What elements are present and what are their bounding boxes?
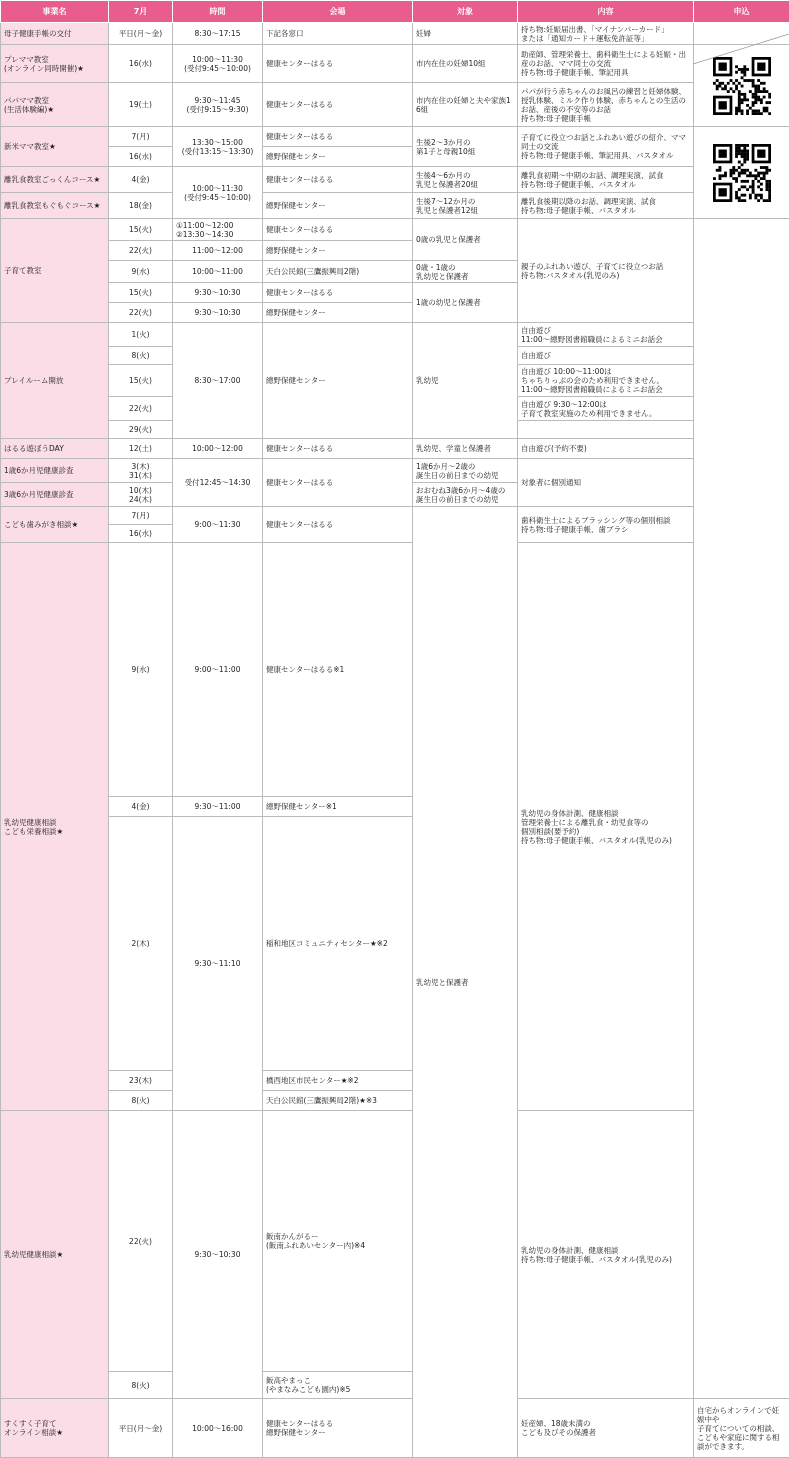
event-date: 7(月) [109,127,173,147]
event-time: 10:00～11:30 (受付9:45～10:00) [173,167,263,219]
event-name: はるる遊ぼうDAY [1,439,109,459]
event-venue: 健康センターはるる [263,45,413,83]
event-date: 平日(月～金) [109,1399,173,1458]
qr-code[interactable] [713,57,771,115]
header-month: 7月 [109,1,173,23]
event-venue: 飯高やまっこ (やまなみこども園内)※5 [263,1372,413,1399]
event-content: 歯科衛生士によるブラッシング等の個別相談 持ち物:母子健康手帳、歯ブラシ [518,507,694,543]
event-time: ①11:00～12:00 ②13:30～14:30 [173,219,263,241]
event-name: パパママ教室 (生活体験編)★ [1,83,109,127]
event-venue: 健康センターはるる [263,219,413,241]
event-target: 妊産婦、18歳未満の こども及びその保護者 [518,1399,694,1458]
event-date: 16(水) [109,45,173,83]
event-content: 持ち物:妊娠届出書、「マイナンバーカード」 または「通知カード＋運転免許証等」 [518,23,694,45]
event-name: 離乳食教室もぐもぐコース★ [1,193,109,219]
event-date: 15(火) [109,365,173,397]
event-time: 10:00～11:30 (受付9:45～10:00) [173,45,263,83]
event-name: すくすく子育て オンライン相談★ [1,1399,109,1458]
event-content: 対象者に個別通知 [518,459,694,507]
event-name: 新米ママ教室★ [1,127,109,167]
event-name: 3歳6か月児健康診査 [1,483,109,507]
diagonal-line [693,34,789,64]
event-name: プレママ教室 (オンライン同時開催)★ [1,45,109,83]
event-date: 22(火) [109,241,173,261]
event-time: 9:30～10:30 [173,303,263,323]
event-target: 1歳の幼児と保護者 [413,283,518,323]
event-name: 子育て教室 [1,219,109,323]
event-date: 22(火) [109,303,173,323]
event-venue: 總野保健センター [263,241,413,261]
event-date: 平日(月～金) [109,23,173,45]
event-content: 助産師、管理栄養士、歯科衛生士による妊娠・出産のお話、ママ同士の交流 持ち物:母子健康手帳、筆記用具 [518,45,694,83]
event-time: 9:30～11:45 (受付9:15～9:30) [173,83,263,127]
event-date: 9(水) [109,261,173,283]
event-content: 乳幼児の身体計測、健康相談 管理栄養士による離乳食・幼児食等の 個別相談(要予約) 持ち物:母子健康手帳、バスタオル(乳児のみ) [518,543,694,1111]
event-date: 16(水) [109,525,173,543]
event-date: 18(金) [109,193,173,219]
event-time: 9:30～11:10 [173,817,263,1111]
event-date: 4(金) [109,797,173,817]
event-content: 自由遊び 9:30～12:00は 子育て教室実施のため利用できません。 [518,397,694,421]
event-date: 15(火) [109,283,173,303]
header-event: 事業名 [1,1,109,23]
event-venue: 健康センターはるる [263,459,413,507]
event-content: 自由遊び [518,347,694,365]
event-content: 自由遊び 11:00～總野図書館職員によるミニお話会 [518,323,694,347]
header-time: 時間 [173,1,263,23]
event-time: 9:00～11:00 [173,543,263,797]
event-venue: 健康センターはるる [263,167,413,193]
event-venue: 健康センターはるる [263,83,413,127]
event-target: 市内在住の妊婦10組 [413,45,518,83]
event-content: 離乳食初期～中期のお話、調理実演、試食 持ち物:母子健康手帳、バスタオル [518,167,694,193]
event-time: 9:30～10:30 [173,1111,263,1399]
qr-code[interactable] [713,144,771,202]
event-time: 10:00～12:00 [173,439,263,459]
event-date: 15(火) [109,219,173,241]
event-time: 9:30～10:30 [173,283,263,303]
event-venue: 飯南かんがるー (飯南ふれあいセンター内)※4 [263,1111,413,1372]
event-date: 22(火) [109,1111,173,1372]
event-name: こども歯みがき相談★ [1,507,109,543]
event-target: 乳幼児と保護者 [413,507,518,1458]
header-content: 内容 [518,1,694,23]
event-date: 8(火) [109,1372,173,1399]
event-date: 1(火) [109,323,173,347]
event-time: 10:00～11:00 [173,261,263,283]
event-content: 自由遊び 10:00～11:00は ちゃちりっぷの会のため利用できません。 11:00～總野図書館職員によるミニお話会 [518,365,694,397]
event-target: 乳幼児、学童と保護者 [413,439,518,459]
event-content: 親子のふれあい遊び、子育てに役立つお話 持ち物:バスタオル(乳児のみ) [518,219,694,323]
apply-blank [694,219,789,525]
event-time: 11:00～12:00 [173,241,263,261]
event-venue: 總野保健センター※1 [263,797,413,817]
event-target: 生後4～6か月の 乳児と保護者20組 [413,167,518,193]
event-venue: 總野保健センター [263,193,413,219]
event-content [518,421,694,439]
event-time: 10:00～16:00 [173,1399,263,1458]
event-date: 22(火) [109,397,173,421]
event-time: 13:30～15:00 (受付13:15～13:30) [173,127,263,167]
event-content: 自由遊び(予約不要) [518,439,694,459]
event-content: パパが行う赤ちゃんのお風呂の練習と妊婦体験、授乳体験、ミルク作り体験、赤ちゃんとの生活のお話、産後の不安等のお話 持ち物:母子健康手帳 [518,83,694,127]
event-venue: 健康センターはるる 總野保健センター [263,1399,413,1458]
event-target: 生後7～12か月の 乳児と保護者12組 [413,193,518,219]
event-venue: 稲和地区コミュニティセンター★※2 [263,817,413,1071]
event-date: 19(土) [109,83,173,127]
event-content: 自宅からオンラインで妊娠中や 子育てについての相談、 こどもや家庭に関する相談ができます。 [694,1399,789,1458]
event-target: 生後2～3か月の 第1子と母親10組 [413,127,518,167]
event-venue: 橋西地区市民センター★※2 [263,1071,413,1091]
event-time: 8:30～17:00 [173,323,263,439]
event-date: 12(土) [109,439,173,459]
event-venue: 總野保健センター [263,303,413,323]
event-name: プレイルーム開放 [1,323,109,439]
event-venue: 健康センターはるる [263,439,413,459]
event-date: 16(水) [109,147,173,167]
event-target: 妊婦 [413,23,518,45]
event-target: 0歳・1歳の 乳幼児と保護者 [413,261,518,283]
event-time: 9:30～11:00 [173,797,263,817]
event-name: 乳幼児健康相談★ [1,1111,109,1399]
event-date: 4(金) [109,167,173,193]
event-target: 乳幼児 [413,323,518,439]
event-venue: 健康センターはるる [263,127,413,147]
header-target: 対象 [413,1,518,23]
event-venue: 天白公民館(三鷹振興局2階)★※3 [263,1091,413,1111]
event-time: 9:00～11:30 [173,507,263,543]
event-date: 29(火) [109,421,173,439]
header-venue: 会場 [263,1,413,23]
header-apply: 申込 [694,1,789,23]
event-target: 市内在住の妊婦と夫や家族16組 [413,83,518,127]
event-venue: 總野保健センター [263,147,413,167]
event-date: 8(火) [109,1091,173,1111]
event-name: 離乳食教室ごっくんコース★ [1,167,109,193]
event-date: 10(木) 24(木) [109,483,173,507]
event-time: 受付12:45～14:30 [173,459,263,507]
apply-qr-cell [694,127,789,219]
event-name: 1歳6か月児健康診査 [1,459,109,483]
event-venue: 下記各窓口 [263,23,413,45]
event-name: 母子健康手帳の交付 [1,23,109,45]
event-date: 23(木) [109,1071,173,1091]
event-target: 1歳6か月～2歳の 誕生日の前日までの幼児 [413,459,518,483]
event-content: 子育てに役立つお話とふれあい遊びの紹介、ママ同士の交流 持ち物:母子健康手帳、筆記用具、バスタオル [518,127,694,167]
event-date: 3(木) 31(木) [109,459,173,483]
event-target: 0歳の乳児と保護者 [413,219,518,261]
event-venue: 健康センターはるる [263,283,413,303]
event-venue: 總野保健センター [263,323,413,439]
event-content: 離乳食後期以降のお話、調理実演、試食 持ち物:母子健康手帳、バスタオル [518,193,694,219]
event-venue: 健康センターはるる※1 [263,543,413,797]
event-date: 7(月) [109,507,173,525]
event-date: 9(水) [109,543,173,797]
event-date: 8(火) [109,347,173,365]
event-venue: 天白公民館(三鷹振興局2階) [263,261,413,283]
event-date: 2(木) [109,817,173,1071]
event-time: 8:30～17:15 [173,23,263,45]
event-venue: 健康センターはるる [263,507,413,543]
event-content: 乳幼児の身体計測、健康相談 持ち物:母子健康手帳、バスタオル(乳児のみ) [518,1111,694,1399]
event-name: 乳幼児健康相談 こども栄養相談★ [1,543,109,1111]
event-target: おおむね3歳6か月～4歳の 誕生日の前日までの幼児 [413,483,518,507]
